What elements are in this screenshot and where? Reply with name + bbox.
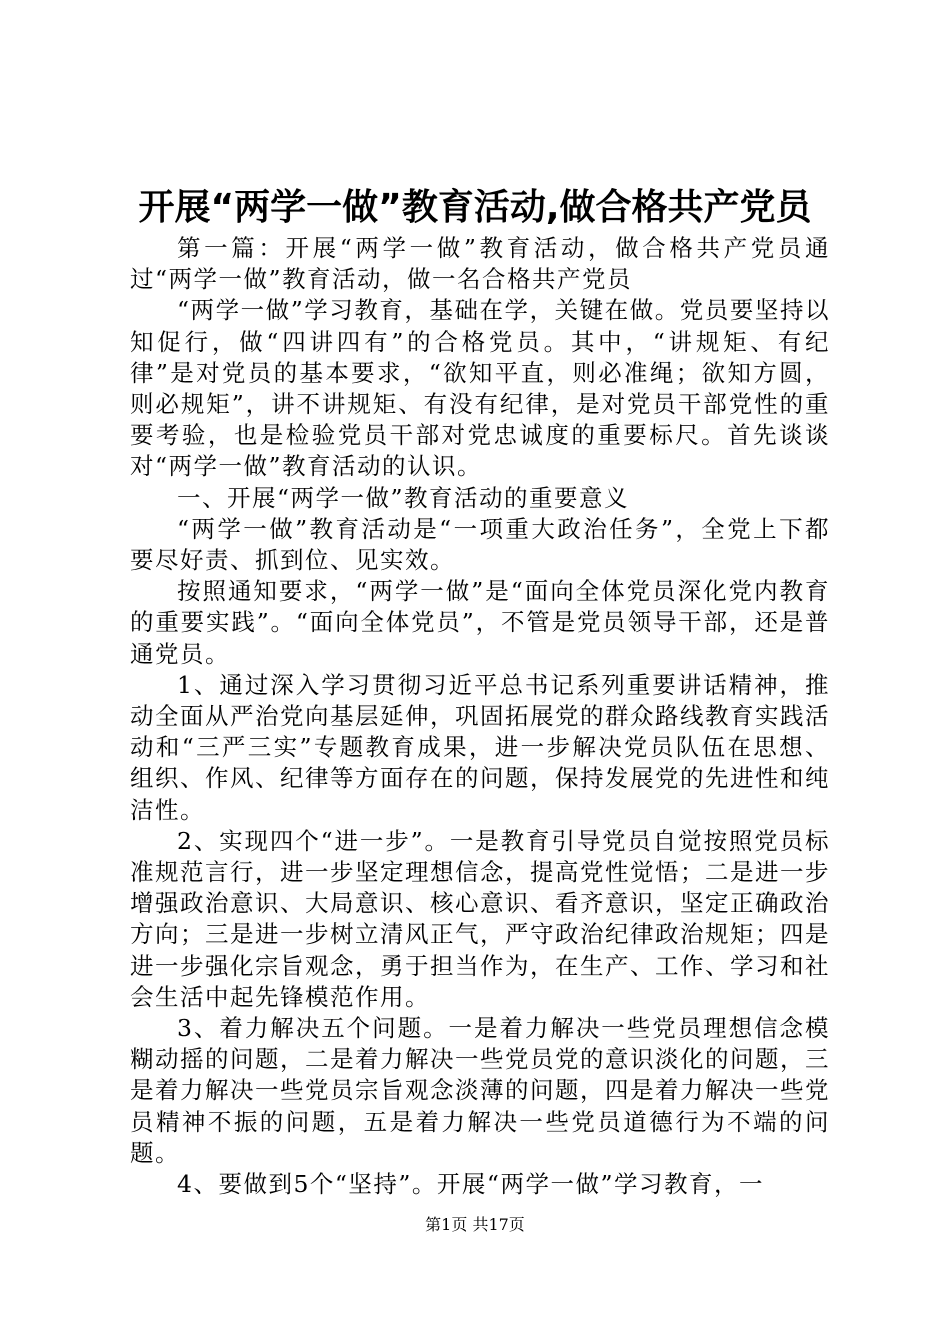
document-body bbox=[130, 233, 830, 1200]
document-title: 开展“两学一做”教育活动,做合格共产党员 bbox=[138, 187, 812, 228]
paragraph-2: “两学一做”学习教育，基础在学，关键在做。党员要坚持以知促行，做“四讲四有”的合格党员。其中，“讲规矩、有纪律”是对党员的基本要求，“欲知平直，则必准绳；欲知方圆，则必规矩”，讲不讲规矩、有没有纪律，是对党员干部党性的重要考验，也是检验党员干部对党忠诚度的重要标尺。首先谈谈对“两学一做”教育活动的认识。 bbox=[130, 296, 830, 481]
paragraph-1: 第一篇：开展“两学一做”教育活动，做合格共产党员通过“两学一做”教育活动，做一名合格共产党员 bbox=[130, 234, 830, 294]
section-heading: 一、开展“两学一做”教育活动的重要意义 bbox=[177, 483, 630, 512]
paragraph-4: 按照通知要求，“两学一做”是“面向全体党员深化党内教育的重要实践”。“面向全体党员”，不管是党员领导干部，还是普通党员。 bbox=[130, 577, 830, 668]
page-number-footer: 第1页 共17页 bbox=[425, 1215, 525, 1234]
paragraph-7: 3、着力解决五个问题。一是着力解决一些党员理想信念模糊动摇的问题，二是着力解决一些党员党的意识淡化的问题，三是着力解决一些党员宗旨观念淡薄的问题，四是着力解决一些党员精神不振的问题，五是着力解决一些党员道德行为不端的问题。 bbox=[130, 1014, 830, 1167]
paragraph-8: 4、要做到5个“坚持”。开展“两学一做”学习教育，一 bbox=[177, 1170, 764, 1199]
paragraph-3: “两学一做”教育活动是“一项重大政治任务”，全党上下都要尽好责、抓到位、见实效。 bbox=[130, 514, 830, 575]
paragraph-5: 1、通过深入学习贯彻习近平总书记系列重要讲话精神，推动全面从严治党向基层延伸，巩固拓展党的群众路线教育实践活动和“三严三实”专题教育成果，进一步解决党员队伍在思想、组织、作风、纪律等方面存在的问题，保持发展党的先进性和纯洁性。 bbox=[130, 670, 830, 824]
paragraph-6: 2、实现四个“进一步”。一是教育引导党员自觉按照党员标准规范言行，进一步坚定理想信念，提高党性觉悟；二是进一步增强政治意识、大局意识、核心意识、看齐意识，坚定正确政治方向；三是进一步树立清风正气，严守政治纪律政治规矩；四是进一步强化宗旨观念，勇于担当作为，在生产、工作、学习和社会生活中起先锋模范作用。 bbox=[130, 826, 830, 1011]
